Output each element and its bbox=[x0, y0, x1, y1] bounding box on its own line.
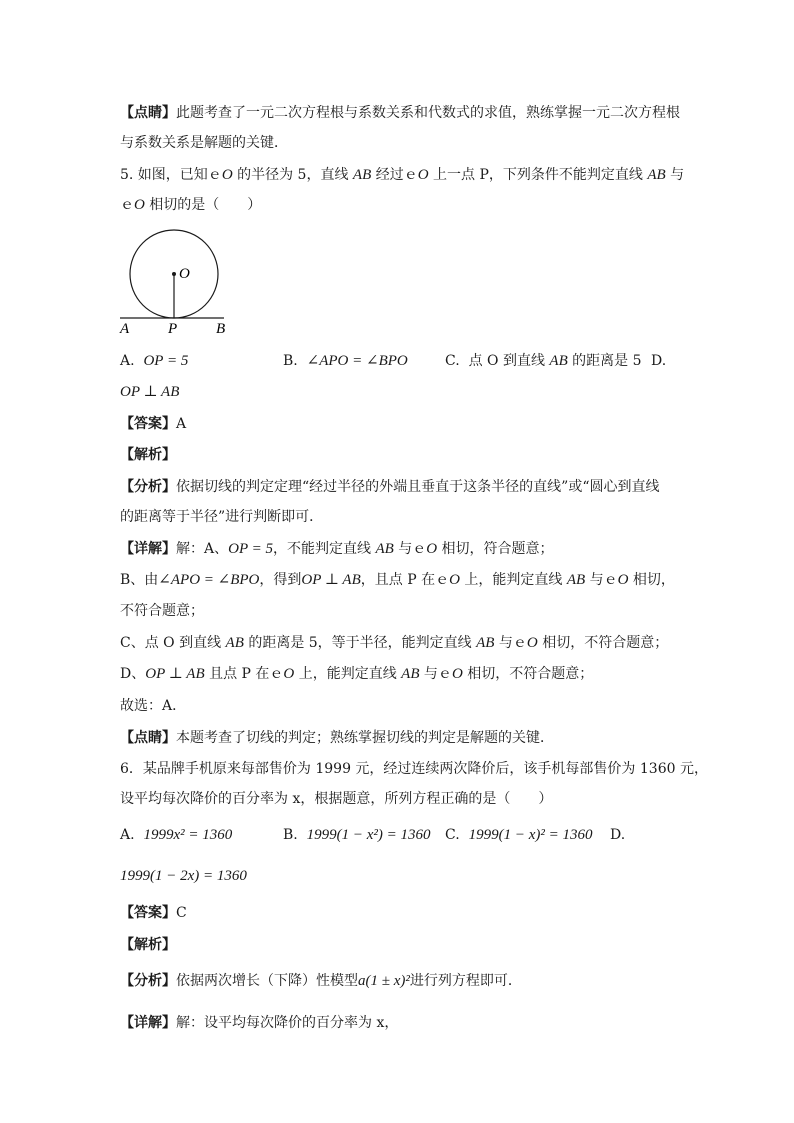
q6-analysis-tag: 【解析】 bbox=[120, 937, 176, 953]
q5-option-c: C. 点 O 到直线 AB 的距离是 5 bbox=[445, 353, 642, 369]
dianjing-tag: 【点睛】 bbox=[120, 105, 176, 121]
q5-detail-d: D、OP ⊥ AB 且点 P 在ｅO 上，能判定直线 AB 与ｅO 相切，不符合题意； bbox=[120, 666, 594, 682]
q5-analysis-tag: 【解析】 bbox=[120, 447, 176, 463]
q6-stem-line-1: 6．某品牌手机原来每部售价为 1999 元，经过连续两次降价后，该手机每部售价为 1360 元， bbox=[120, 761, 708, 777]
q6-option-d-label: D. bbox=[610, 827, 626, 843]
q5-answer: 【答案】A bbox=[120, 416, 187, 432]
q5-dianjing: 【点睛】本题考查了切线的判定；熟练掌握切线的判定是解题的关键． bbox=[120, 730, 554, 746]
q5-option-a: A. OP = 5 bbox=[120, 353, 189, 369]
q6-option-d: 1999(1 − 2x) = 1360 bbox=[120, 868, 247, 884]
q5-stem-line-2: ｅO 相切的是（ ） bbox=[120, 197, 262, 213]
q5-option-b: B. ∠APO = ∠BPO bbox=[283, 353, 408, 369]
q5-option-d: OP ⊥ AB bbox=[120, 384, 180, 400]
q6-option-c: C. 1999(1 − x)² = 1360 bbox=[445, 827, 593, 843]
q5-fenxi-line-2: 的距离等于半径”进行判断即可． bbox=[120, 509, 324, 525]
q6-detail: 【详解】解：设平均每次降价的百分率为 x， bbox=[120, 1015, 399, 1031]
q5-detail-b-line-2: 不符合题意； bbox=[120, 603, 204, 619]
q5-detail-b-line-1: B、由∠APO = ∠BPO，得到OP ⊥ AB，且点 P 在ｅO 上，能判定直线 AB 与ｅO 相切， bbox=[120, 572, 675, 588]
label-a: A bbox=[120, 321, 130, 337]
prev-dianjing-line-2: 与系数关系是解题的关键． bbox=[120, 135, 288, 151]
prev-dianjing-line-1: 【点睛】此题考查了一元二次方程根与系数关系和代数式的求值，熟练掌握一元二次方程根 bbox=[120, 105, 680, 121]
label-b: B bbox=[216, 321, 226, 337]
q6-option-a: A. 1999x² = 1360 bbox=[120, 827, 233, 843]
q5-option-d-label: D. bbox=[651, 353, 667, 369]
q6-fenxi: 【分析】依据两次增长（下降）性模型a(1 ± x)²进行列方程即可． bbox=[120, 973, 522, 989]
q5-detail-c: C、点 O 到直线 AB 的距离是 5，等于半径，能判定直线 AB 与ｅO 相切，不符合题意； bbox=[120, 635, 669, 651]
label-p: P bbox=[168, 321, 178, 337]
q6-option-b: B. 1999(1 − x²) = 1360 bbox=[283, 827, 431, 843]
q5-stem-line-1: 5. 如图，已知ｅO 的半径为 5，直线 AB 经过ｅO 上一点 P，下列条件不能判定直线 AB 与 bbox=[120, 167, 685, 183]
q5-detail-a: 【详解】解：A、OP = 5，不能判定直线 AB 与ｅO 相切，符合题意； bbox=[120, 541, 554, 557]
circle-tangent-figure bbox=[112, 225, 242, 340]
center-point bbox=[172, 272, 176, 276]
q5-guxuan: 故选：A． bbox=[120, 698, 187, 714]
q5-fenxi-line-1: 【分析】依据切线的判定定理“经过半径的外端且垂直于这条半径的直线”或“圆心到直线 bbox=[120, 479, 660, 495]
label-o: O bbox=[179, 266, 190, 282]
q6-stem-line-2: 设平均每次降价的百分率为 x，根据题意，所列方程正确的是（ ） bbox=[120, 791, 553, 807]
q6-answer: 【答案】C bbox=[120, 905, 187, 921]
